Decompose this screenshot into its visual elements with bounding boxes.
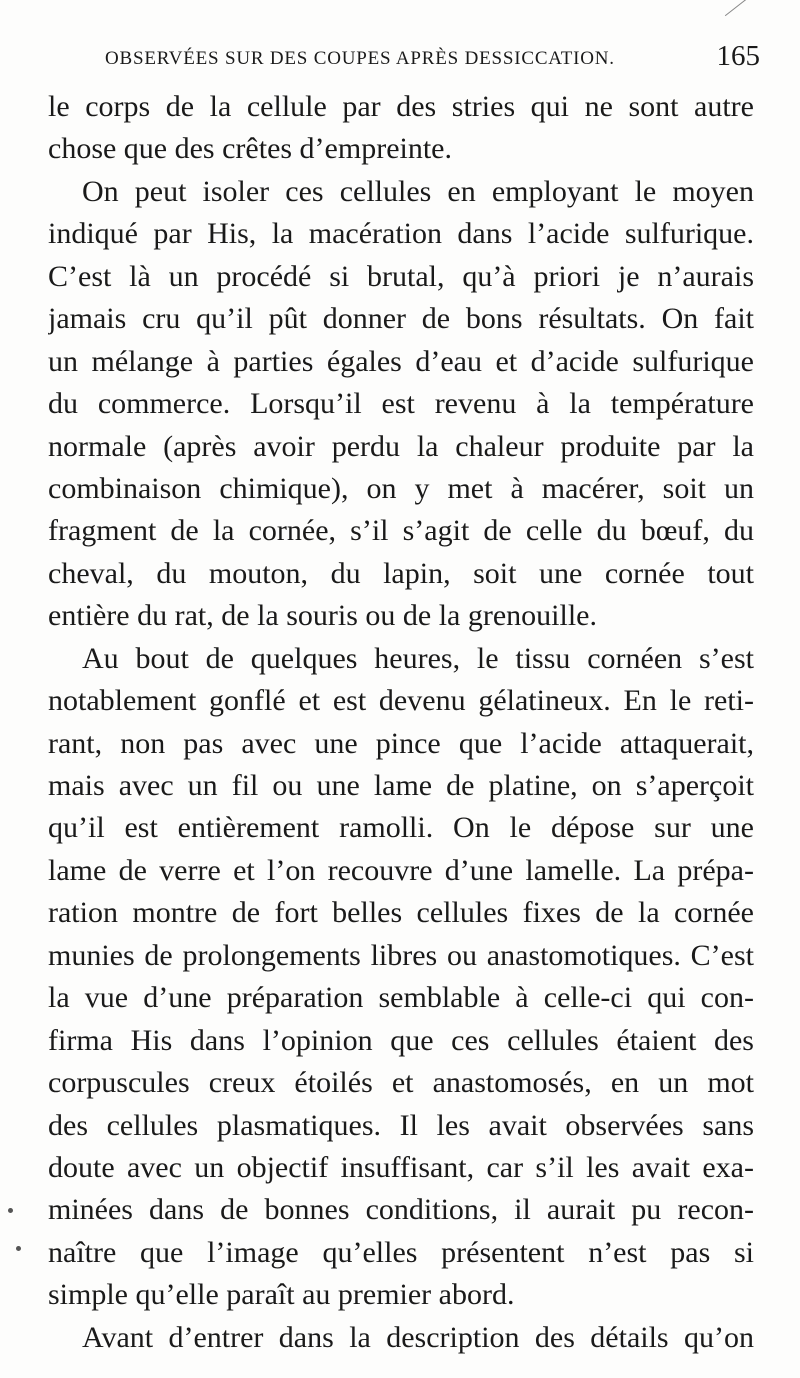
text-line: indiqué par His, la macération dans l’acide sulfurique.: [48, 217, 754, 251]
page-number: 165: [716, 40, 760, 72]
text-line: entière du rat, de la souris ou de la grenouille.: [48, 599, 597, 633]
text-line: la vue d’une préparation semblable à celle-ci qui con-: [48, 981, 754, 1015]
text-line: des cellules plasmatiques. Il les avait observées sans: [48, 1108, 754, 1142]
text-line: doute avec un objectif insuffisant, car s’il les avait exa-: [48, 1150, 754, 1184]
paragraph-first-line: Au bout de quelques heures, le tissu cornéen s’est: [82, 641, 754, 675]
text-line: du commerce. Lorsqu’il est revenu à la température: [48, 387, 754, 421]
paragraph-first-line: Avant d’entrer dans la description des détails qu’on: [82, 1320, 754, 1354]
text-line: jamais cru qu’il pût donner de bons résultats. On fait: [48, 302, 754, 336]
text-line: C’est là un procédé si brutal, qu’à priori je n’aurais: [48, 259, 754, 293]
text-line: rant, non pas avec une pince que l’acide attaquerait,: [48, 726, 754, 760]
text-line: qu’il est entièrement ramolli. On le dépose sur une: [48, 811, 754, 845]
text-line: minées dans de bonnes conditions, il aurait pu recon-: [48, 1193, 754, 1227]
text-line: firma His dans l’opinion que ces cellules étaient des: [48, 1023, 754, 1057]
text-line: un mélange à parties égales d’eau et d’acide sulfurique: [48, 344, 754, 378]
text-line: lame de verre et l’on recouvre d’une lamelle. La prépa-: [48, 853, 754, 887]
text-line: chose que des crêtes d’empreinte.: [48, 132, 452, 166]
running-header-title: OBSERVÉES SUR DES COUPES APRÈS DESSICCATION.: [105, 48, 615, 69]
margin-dot-mark: [8, 1208, 13, 1213]
text-line: fragment de la cornée, s’il s’agit de celle du bœuf, du: [48, 514, 754, 548]
text-line: corpuscules creux étoilés et anastomosés, en un mot: [48, 1066, 754, 1100]
text-line: munies de prolongements libres ou anastomotiques. C’est: [48, 938, 754, 972]
text-line: le corps de la cellule par des stries qui ne sont autre: [48, 90, 754, 123]
text-line: notablement gonflé et est devenu gélatineux. En le reti-: [48, 684, 754, 718]
body-text: [48, 86, 754, 1359]
text-line: combinaison chimique), on y met à macérer, soit un: [48, 471, 754, 505]
text-line: cheval, du mouton, du lapin, soit une cornée tout: [48, 556, 754, 590]
text-line: naître que l’image qu’elles présentent n’est pas si: [48, 1235, 754, 1269]
text-line: mais avec un fil ou une lame de platine, on s’aperçoit: [48, 769, 754, 802]
pencil-stroke-mark: [725, 0, 749, 16]
text-line: ration montre de fort belles cellules fixes de la cornée: [48, 896, 754, 930]
text-line: normale (après avoir perdu la chaleur produite par la: [48, 429, 754, 463]
running-header: [95, 40, 760, 76]
paragraph-first-line: On peut isoler ces cellules en employant le moyen: [82, 174, 754, 208]
margin-dot-mark: [16, 1246, 21, 1251]
text-line: simple qu’elle paraît au premier abord.: [48, 1278, 515, 1312]
